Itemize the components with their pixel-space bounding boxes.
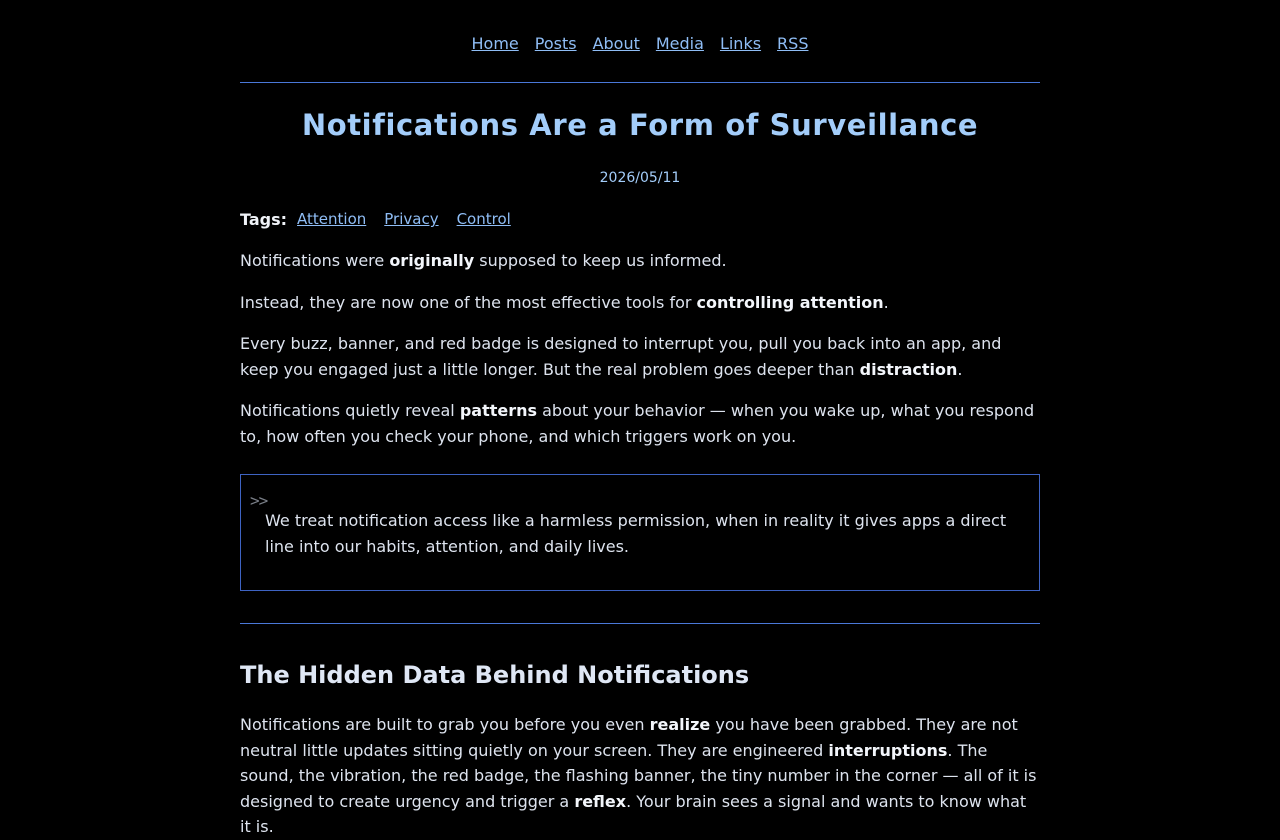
nav-link-media[interactable]: Media: [655, 34, 704, 53]
nav-link-home[interactable]: Home: [471, 34, 519, 53]
page-content: [240, 0, 1040, 840]
emphasis-text: distraction: [859, 359, 958, 379]
top-nav: [240, 0, 1040, 83]
post-title: Notifications Are a Form of Surveillance: [301, 108, 979, 142]
pull-quote: [240, 474, 1040, 591]
emphasis-text: patterns: [459, 401, 538, 420]
nav-link-posts[interactable]: Posts: [534, 34, 577, 53]
paragraph: Notifications are built to grab you before you even realize you have been grabbed. They are not neutral little updates sitting quietly on your screen. They are engineered interruptions. The sound, the vibration, the red badge, the flashing banner, the tiny number in the corner — all of it is designed to create urgency and trigger a reflex. Your brain sees a signal and wants to know what it is.: [240, 715, 1037, 836]
nav-link-rss[interactable]: RSS: [777, 34, 809, 53]
emphasis-text: originally: [389, 251, 475, 270]
emphasis-text: controlling attention: [696, 292, 884, 312]
paragraph: Every buzz, banner, and red badge is designed to interrupt you, pull you back into an app, and keep you engaged just a little longer. But the real problem goes deeper than distraction.: [240, 334, 1002, 379]
tag-list: [240, 208, 1040, 230]
section-heading: The Hidden Data Behind Notifications: [240, 661, 750, 689]
nav-link-about[interactable]: About: [592, 34, 640, 53]
tags-label: Tags:: [240, 209, 288, 229]
tag-link-privacy[interactable]: Privacy: [384, 210, 439, 228]
paragraph: Notifications quietly reveal patterns about your behavior — when you wake up, what you respond to, how often you check your phone, and which triggers work on you.: [240, 401, 1035, 446]
emphasis-text: reflex: [574, 791, 627, 811]
nav-link-links[interactable]: Links: [719, 34, 762, 53]
paragraph: Instead, they are now one of the most effective tools for controlling attention.: [240, 292, 889, 312]
divider: [240, 623, 1040, 624]
tag-link-attention[interactable]: Attention: [297, 210, 367, 228]
tag-link-control[interactable]: Control: [456, 210, 511, 228]
quote-mark-icon: >>: [250, 491, 268, 510]
emphasis-text: realize: [649, 715, 711, 734]
quote-text: We treat notification access like a harmless permission, when in reality it gives apps a direct line into our habits, attention, and daily lives.: [265, 511, 1007, 556]
paragraph: Notifications were originally supposed to keep us informed.: [240, 251, 727, 270]
emphasis-text: interruptions: [828, 740, 948, 760]
post-date: 2026/05/11: [599, 170, 681, 186]
